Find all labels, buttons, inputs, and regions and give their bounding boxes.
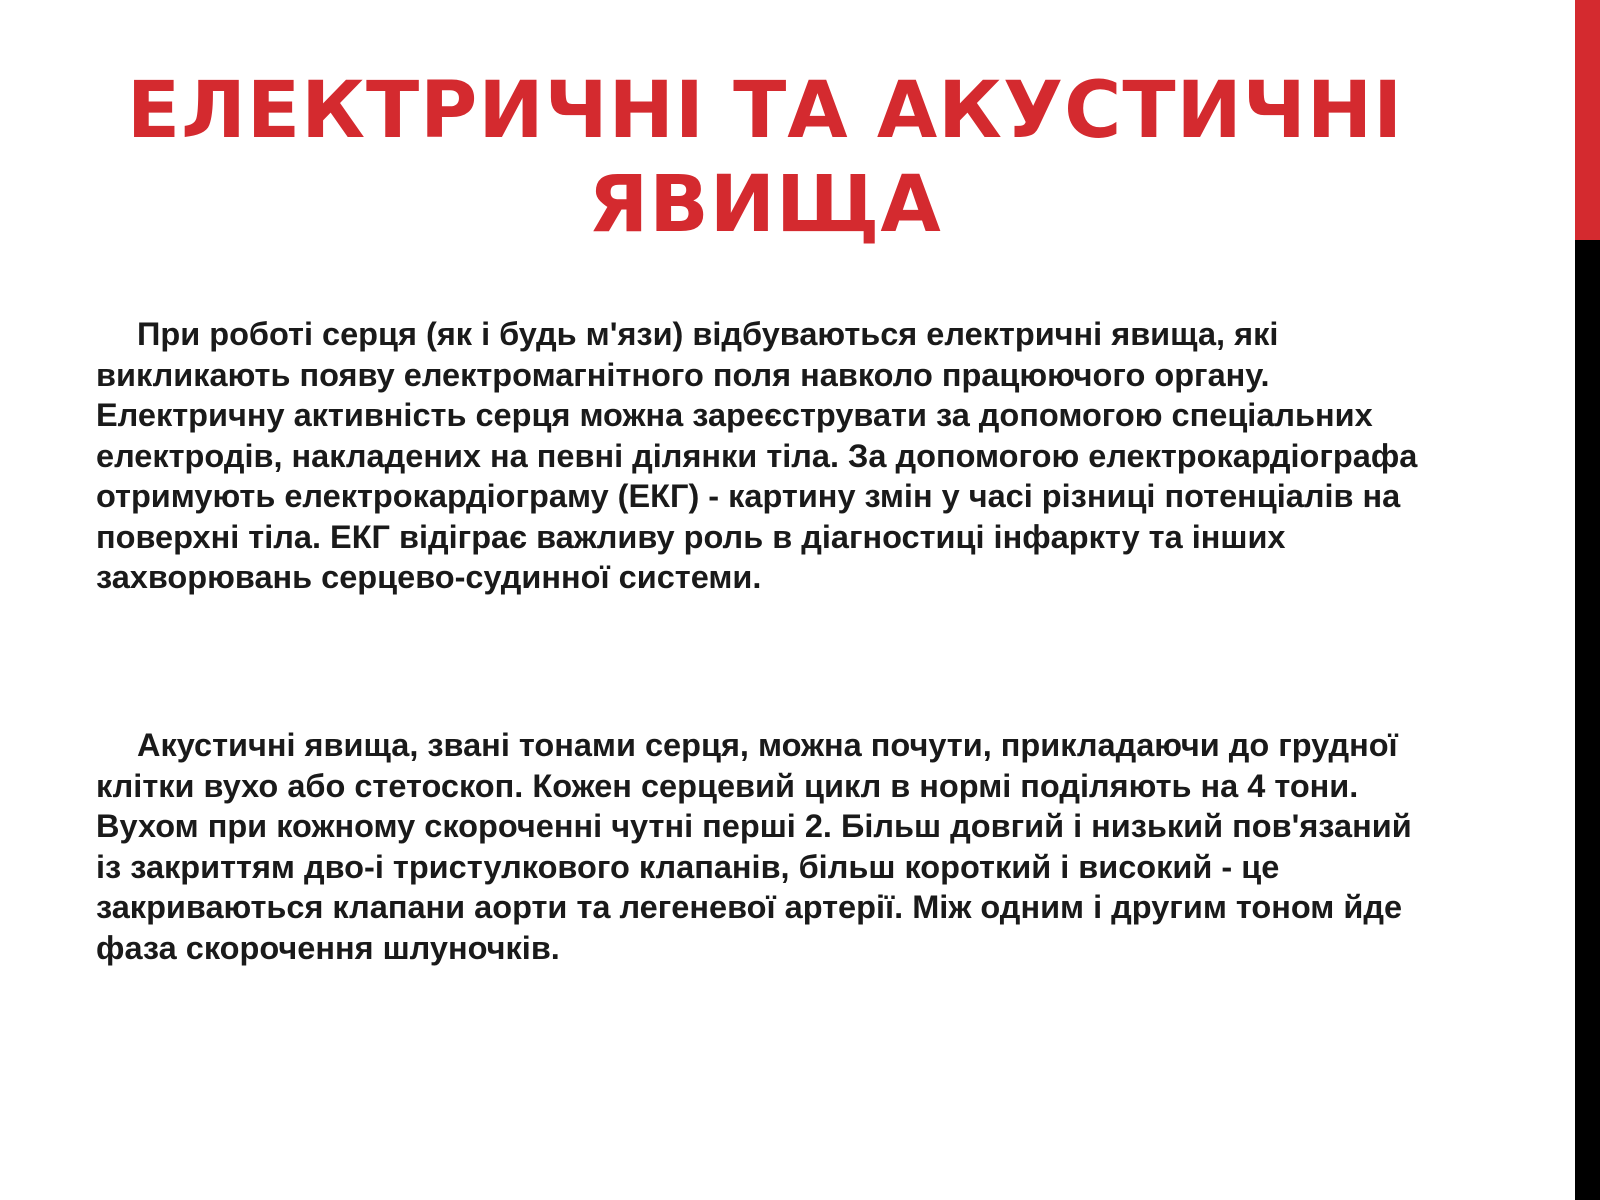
- slide-title: ЕЛЕКТРИЧНІ ТА АКУСТИЧНІ ЯВИЩА: [126, 66, 1404, 250]
- paragraph-electrical: При роботі серця (як і будь м'язи) відбуваються електричні явища, які викликають появу електромагнітного поля навколо працюючого органу. Електричну активність серця можна зареєструвати за допомогою спеціальних електродів, накладених на певні ділянки тіла. За допомогою електрокардіографа отримують електрокардіограму (ЕКГ) - картину змін у часі різниці потенціалів на поверхні тіла. ЕКГ відіграє важливу роль в діагностиці інфаркту та інших захворювань серцево-судинної системи.: [96, 316, 1418, 595]
- paragraph-acoustic: Акустичні явища, звані тонами серця, можна почути, прикладаючи до грудної клітки вухо або стетоскоп. Кожен серцевий цикл в нормі поділяють на 4 тони. Вухом при кожному скороченні чутні перші 2. Більш довгий і низький пов'язаний із закриттям дво-і тристулкового клапанів, більш короткий і високий - це закриваються клапани аорти та легеневої артерії. Між одним і другим тоном йде фаза скорочення шлуночків.: [96, 727, 1412, 966]
- side-bar-accent: [1575, 0, 1600, 240]
